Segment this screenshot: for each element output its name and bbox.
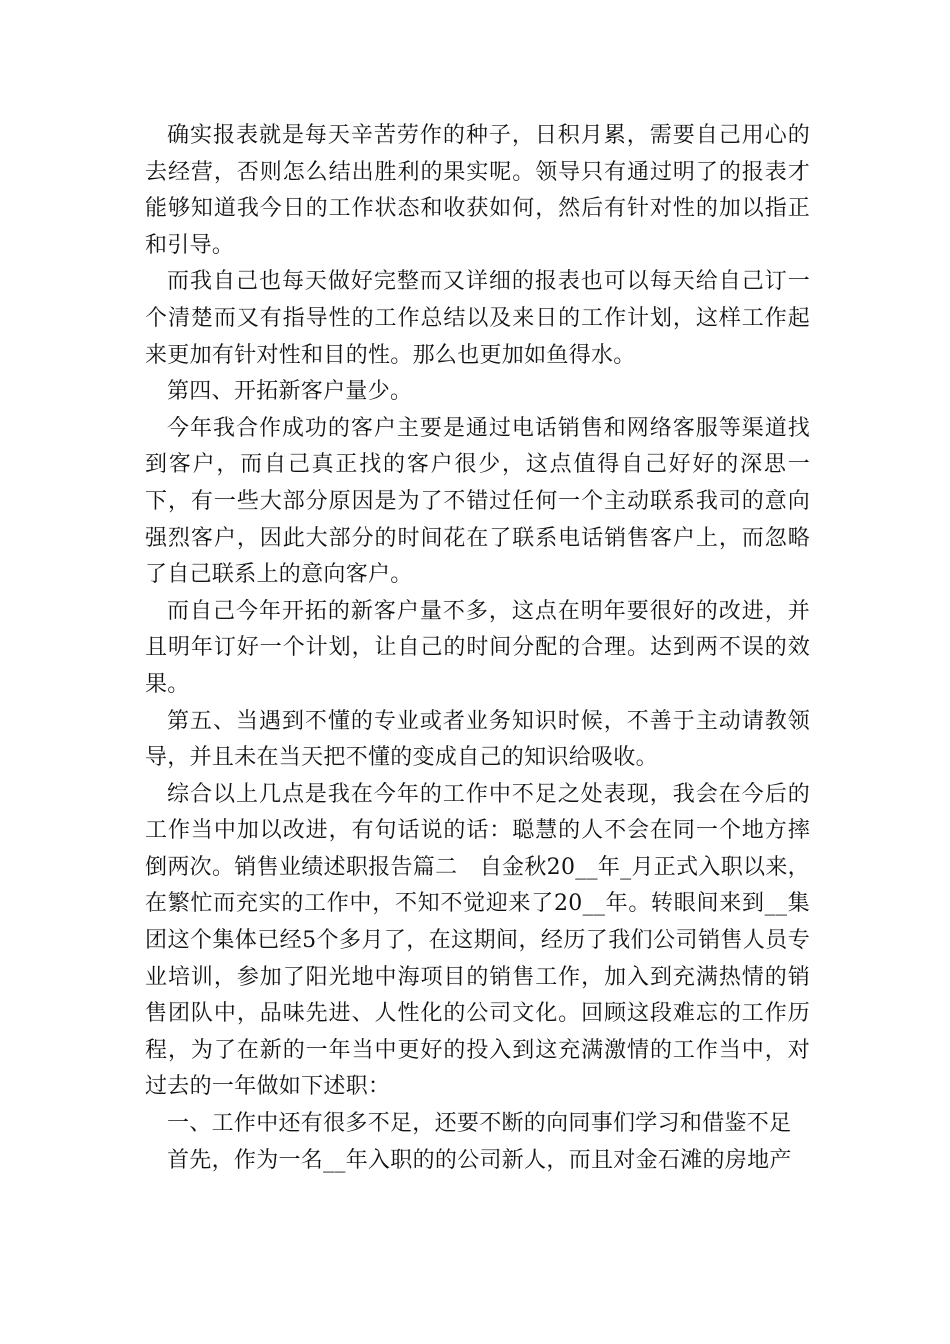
paragraph-customer-channels: 今年我合作成功的客户主要是通过电话销售和网络客服等渠道找到客户，而自己真正找的客户很少，这点值得自己好好的深思一下，有一些大部分原因是为了不错过任何一个主动联系我司的意向强烈客户，因此大部分的时间花在了联系电话销售客户上，而忽略了自己联系上的意向客户。 [145,415,810,588]
paragraph-improvement-plan: 而自己今年开拓的新客户量不多，这点在明年要很好的改进，并且明年订好一个计划，让自己的时间分配的合理。达到两不误的效果。 [145,598,810,697]
paragraph-summary-and-report-two: 综合以上几点是我在今年的工作中不足之处表现，我会在今后的工作当中加以改进，有句话说的话：聪慧的人不会在同一个地方摔倒两次。销售业绩述职报告篇二 自金秋20__年_月正式入职以来，在繁忙而充实的工作中，不知不觉迎来了20__年。转眼间来到__集团这个集体已经5个多月了，在这期间，经历了我们公司销售人员专业培训，参加了阳光地中海项目的销售工作，加入到充满热情的销售团队中，品味先进、人性化的公司文化。回顾这段难忘的工作历程，为了在新的一年当中更好的投入到这充满激情的工作当中，对过去的一年做如下述职： [145,781,810,1100]
heading-point-five: 第五、当遇到不懂的专业或者业务知识时候，不善于主动请教领导，并且未在当天把不懂的变成自己的知识给吸收。 [145,708,810,771]
heading-point-four: 第四、开拓新客户量少。 [167,379,413,405]
paragraph-daily-report: 而我自己也每天做好完整而又详细的报表也可以每天给自己订一个清楚而又有指导性的工作总结以及来日的工作计划，这样工作起来更加有针对性和目的性。那么也更加如鱼得水。 [145,269,810,368]
paragraph-first-point: 首先，作为一名__年入职的的公司新人，而且对金石滩的房地产 [167,1147,792,1173]
heading-section-one: 一、工作中还有很多不足，还要不断的向同事们学习和借鉴不足 [167,1111,792,1137]
paragraph-report-value: 确实报表就是每天辛苦劳作的种子，日积月累，需要自己用心的去经营，否则怎么结出胜利的果实呢。领导只有通过明了的报表才能够知道我今日的工作状态和收获如何，然后有针对性的加以指正和引导。 [145,123,810,258]
document-body [145,118,810,1179]
